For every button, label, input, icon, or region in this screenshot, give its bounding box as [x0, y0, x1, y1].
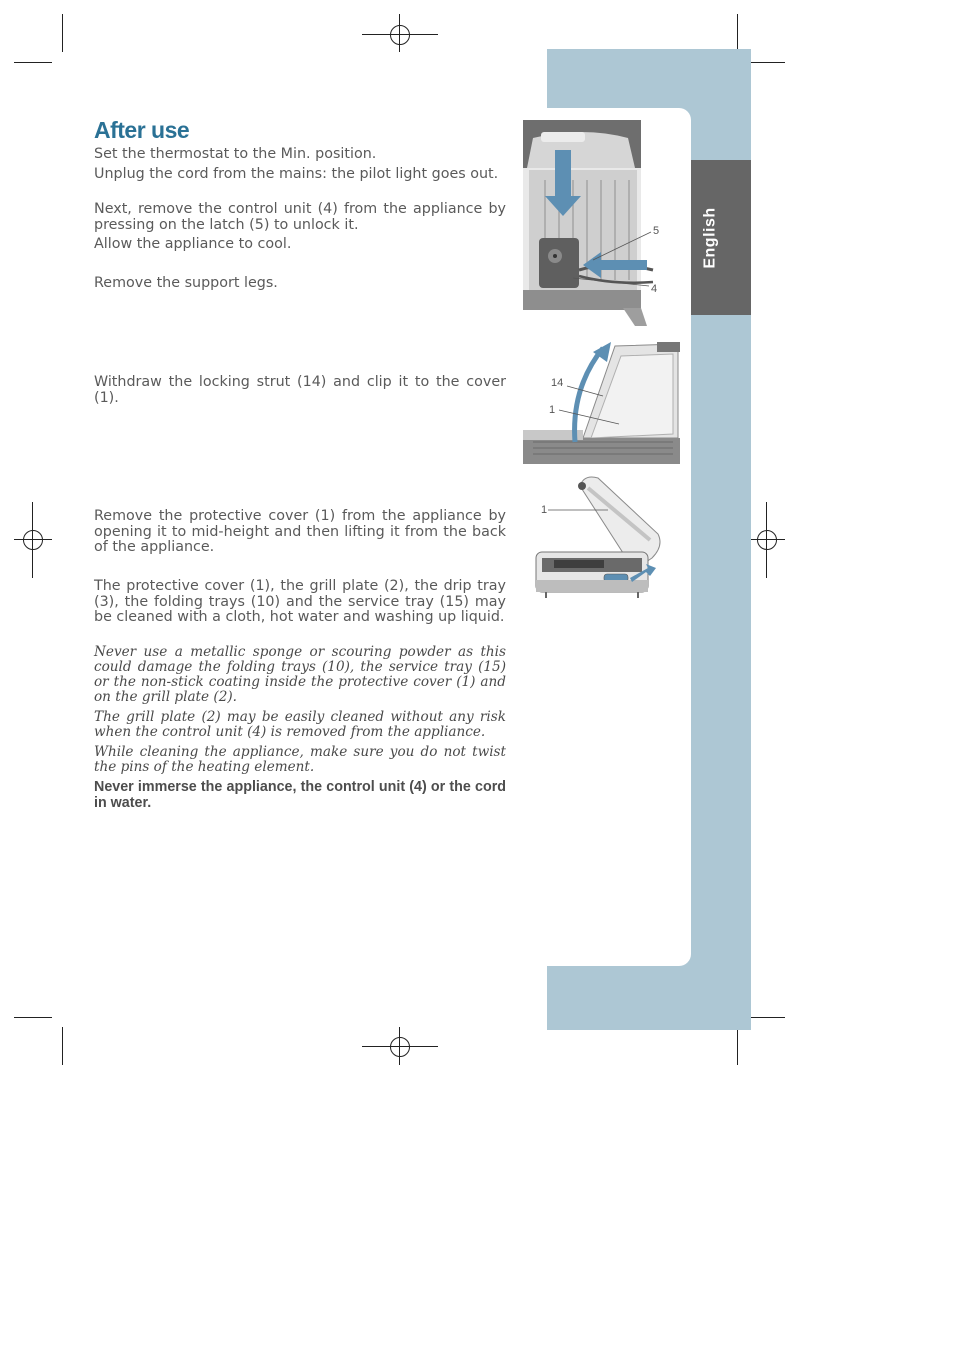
- registration-mark: [757, 530, 777, 550]
- registration-line: [399, 14, 400, 52]
- crop-mark: [14, 1017, 52, 1018]
- warning-immerse: Never immerse the appliance, the control unit (4) or the cord in water.: [94, 779, 506, 811]
- registration-line: [766, 502, 767, 578]
- registration-mark: [390, 25, 410, 45]
- registration-line: [14, 539, 52, 540]
- registration-mark: [23, 530, 43, 550]
- figure-control-unit: [523, 120, 678, 330]
- note-heating-element: While cleaning the appliance, make sure you do not twist the pins of the heating element.: [94, 744, 506, 775]
- language-tab-label: English: [702, 206, 719, 269]
- figure-protective-cover: [534, 474, 666, 598]
- crop-mark: [62, 1027, 63, 1065]
- callout-latch: 5: [653, 225, 660, 237]
- callout-strut: 14: [551, 377, 564, 389]
- paragraph-cool: Allow the appliance to cool.: [94, 236, 292, 252]
- paragraph-unplug: Unplug the cord from the mains: the pilot light goes out.: [94, 166, 499, 182]
- paragraph-thermostat: Set the thermostat to the Min. position.: [94, 146, 377, 162]
- registration-line: [32, 502, 33, 578]
- crop-mark: [14, 62, 52, 63]
- note-grill-plate: The grill plate (2) may be easily cleaned without any risk when the control unit (4) is removed from the appliance.: [94, 709, 506, 740]
- crop-mark: [747, 1017, 785, 1018]
- callout-protective-cover: 1: [541, 504, 548, 516]
- figure-locking-strut: [523, 338, 680, 464]
- registration-line: [362, 1046, 438, 1047]
- crop-mark: [62, 14, 63, 52]
- registration-line: [362, 34, 438, 35]
- callout-cover: 1: [549, 404, 556, 416]
- paragraph-remove-legs: Remove the support legs.: [94, 275, 278, 291]
- callout-control-unit: 4: [651, 283, 658, 295]
- crop-mark: [737, 14, 738, 52]
- registration-line: [399, 1027, 400, 1065]
- crop-mark: [737, 1027, 738, 1065]
- paragraph-locking-strut: Withdraw the locking strut (14) and clip it to the cover (1).: [94, 374, 506, 406]
- crop-mark: [747, 62, 785, 63]
- note-metallic-sponge: Never use a metallic sponge or scouring powder as this could damage the folding trays (10), the service tray (15) or the non-stick coating inside the protective cover (1) and on the grill plate (2).: [94, 644, 506, 705]
- paragraph-remove-cover: Remove the protective cover (1) from the appliance by opening it to mid-height and then lifting it from the back of the appliance.: [94, 508, 506, 555]
- registration-mark: [390, 1037, 410, 1057]
- paragraph-remove-control-unit: Next, remove the control unit (4) from the appliance by pressing on the latch (5) to unlock it.: [94, 201, 506, 233]
- section-title: After use: [94, 117, 190, 143]
- paragraph-cleaning: The protective cover (1), the grill plate (2), the drip tray (3), the folding trays (10) and the service tray (15) may be cleaned with a cloth, hot water and washing up liquid.: [94, 578, 506, 625]
